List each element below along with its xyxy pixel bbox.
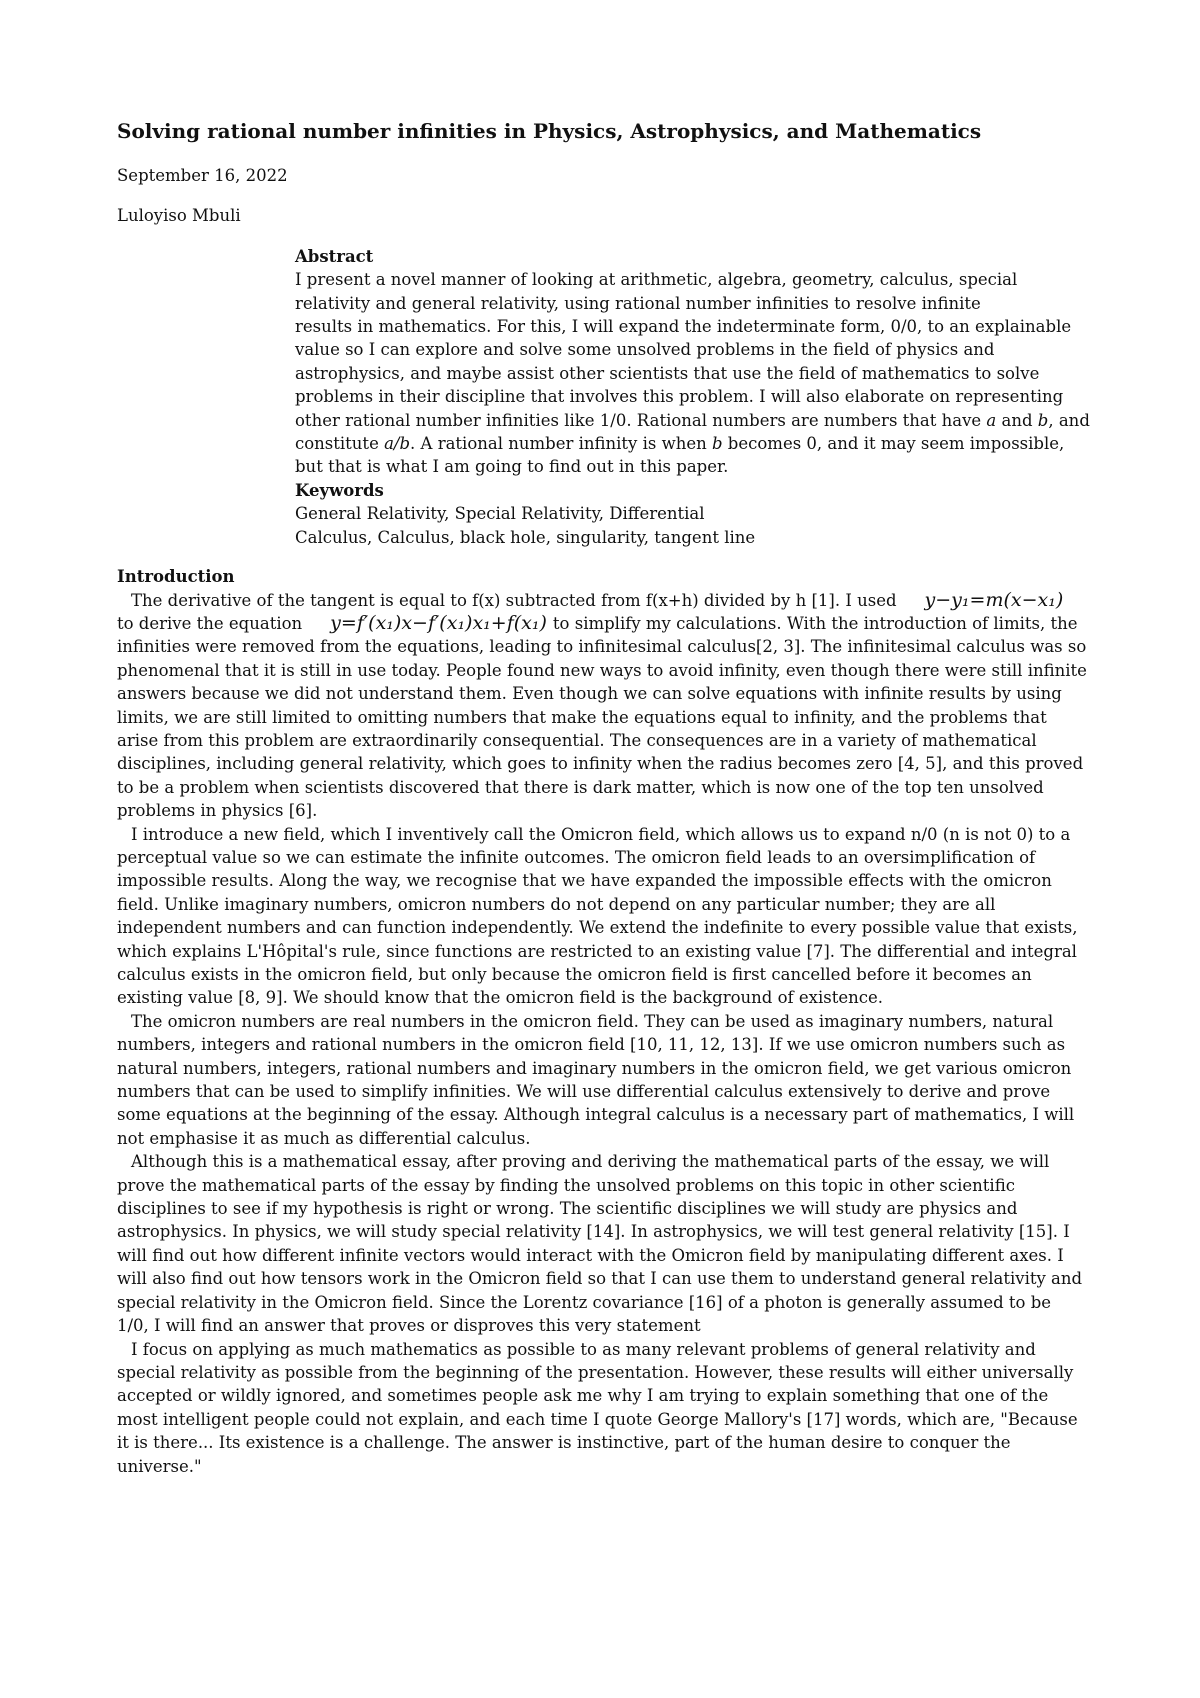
abstract-heading: Abstract [295, 246, 374, 266]
intro-p1-a: The derivative of the tangent is equal to f(x) subtracted from f(x+h) divided by h [1]. I used [131, 590, 897, 610]
intro-paragraph-4: Although this is a mathematical essay, after proving and deriving the mathematical parts of the essay, we will prove the mathematical parts of the essay by finding the unsolved problems on this topic in other scientific disciplines to see if my hypothesis is right or wrong. The scientific disciplines we will study are physics and astrophysics. In physics, we will study special relativity [14]. In astrophysics, we will test general relativity [15]. I will find out how different infinite vectors would interact with the Omicron field by manipulating different axes. I will also find out how tensors work in the Omicron field so that I can use them to understand general relativity and special relativity in the Omicron field. Since the Lorentz covariance [16] of a photon is generally assumed to be 1/0, I will find an answer that proves or disproves this very statement [117, 1152, 1083, 1336]
intro-paragraph-5: I focus on applying as much mathematics as possible to as many relevant problems of general relativity and special relativity as possible from the beginning of the presentation. However, these results will either universally accepted or wildly ignored, and sometimes people ask me why I am trying to explain something that one of the most intelligent people could not explain, and each time I quote George Mallory's [17] words, which are, "Because it is there... Its existence is a challenge. The answer is instinctive, part of the human desire to conquer the universe." [117, 1339, 1078, 1476]
abstract-var-b2: b [712, 434, 723, 454]
document-page [117, 118, 1090, 1478]
abstract-text-5: becomes 0, and it may seem impossible, but that is what I am going to find out in this paper. [295, 434, 1065, 477]
introduction-heading: Introduction [117, 567, 235, 587]
equation-point-slope: y−y₁=m(x−x₁) [924, 588, 1064, 611]
keywords-heading: Keywords [295, 480, 384, 500]
abstract-section [295, 245, 1095, 549]
equation-tangent-line: y=f′(x₁)x−f′(x₁)x₁+f(x₁) [330, 611, 547, 634]
abstract-text-2: results in mathematics. For this, I will expand the indeterminate form, 0/0, to an explainable value so I can explore and solve some unsolved problems in the field of physics and astrophysics, and maybe assist other scientists that use the field of mathematics to solve problems in their discipline that involves this problem. I will also elaborate on representing other rational number infinities like 1/0. Rational numbers are numbers that have [295, 317, 1072, 430]
paper-date: September 16, 2022 [117, 166, 288, 185]
abstract-text-3: , and constitute [295, 410, 1090, 454]
abstract-text-body [295, 315, 1095, 479]
paper-title: Solving rational number infinities in Physics, Astrophysics, and Mathematics [117, 119, 982, 143]
abstract-var-b: b [1037, 410, 1049, 430]
paper-author: Luloyiso Mbuli [117, 206, 241, 226]
intro-paragraph-3: The omicron numbers are real numbers in the omicron field. They can be used as imaginary numbers, natural numbers, integers and rational numbers in the omicron field [10, 11, 12, 13]. If we use omicron numbers such as natural numbers, integers, rational numbers and imaginary numbers in the omicron field, we get various omicron numbers that can be used to simplify infinities. We will use differential calculus extensively to derive and prove some equations at the beginning of the essay. Although integral calculus is a necessary part of mathematics, I will not emphasise it as much as differential calculus. [117, 1011, 1075, 1148]
keywords-line2: Calculus, Calculus, black hole, singularity, tangent line [295, 527, 756, 547]
abstract-text-4: . A rational number infinity is when [410, 434, 712, 454]
abstract-and: and [996, 410, 1038, 430]
abstract-frac: a/b [384, 434, 411, 454]
intro-paragraph-2: I introduce a new field, which I inventively call the Omicron field, which allows us to expand n/0 (n is not 0) to a perceptual value so we can estimate the infinite outcomes. The omicron field leads to an oversimplification of impossible results. Along the way, we recognise that we have expanded the impossible effects with the omicron field. Unlike imaginary numbers, omicron numbers do not depend on any particular number; they are all independent numbers and can function independently. We extend the indefinite to every possible value that exists, which explains L'Hôpital's rule, since functions are restricted to an existing value [7]. The differential and integral calculus exists in the omicron field, but only because the omicron field is first cancelled before it becomes an existing value [8, 9]. We should know that the omicron field is the background of existence. [117, 824, 1078, 1008]
intro-p1-b: to derive the equation [117, 613, 303, 633]
abstract-text-line1: I present a novel manner of looking at arithmetic, algebra, geometry, calculus, special relativity and general relativity, using rational number infinities to resolve infinite [295, 270, 1018, 313]
keywords-line1: General Relativity, Special Relativity, Differential [295, 504, 705, 524]
abstract-var-a: a [986, 410, 997, 430]
intro-paragraph-1 [117, 589, 1087, 823]
intro-p1-c: to simplify my calculations. With the introduction of limits, the infinities were removed from the equations, leading to infinitesimal calculus[2, 3]. The infinitesimal calculus was so phenomenal that it is still in use today. People found new ways to avoid infinity, even though there were still infinite answers because we did not understand them. Even though we can solve equations with infinite results by using limits, we are still limited to omitting numbers that make the equations equal to infinity, and the problems that arise from this problem are extraordinarily consequential. The consequences are in a variety of mathematical disciplines, including general relativity, which goes to infinity when the radius becomes zero [4, 5], and this proved to be a problem when scientists discovered that there is dark matter, which is now one of the top ten unsolved problems in physics [6]. [117, 613, 1087, 821]
